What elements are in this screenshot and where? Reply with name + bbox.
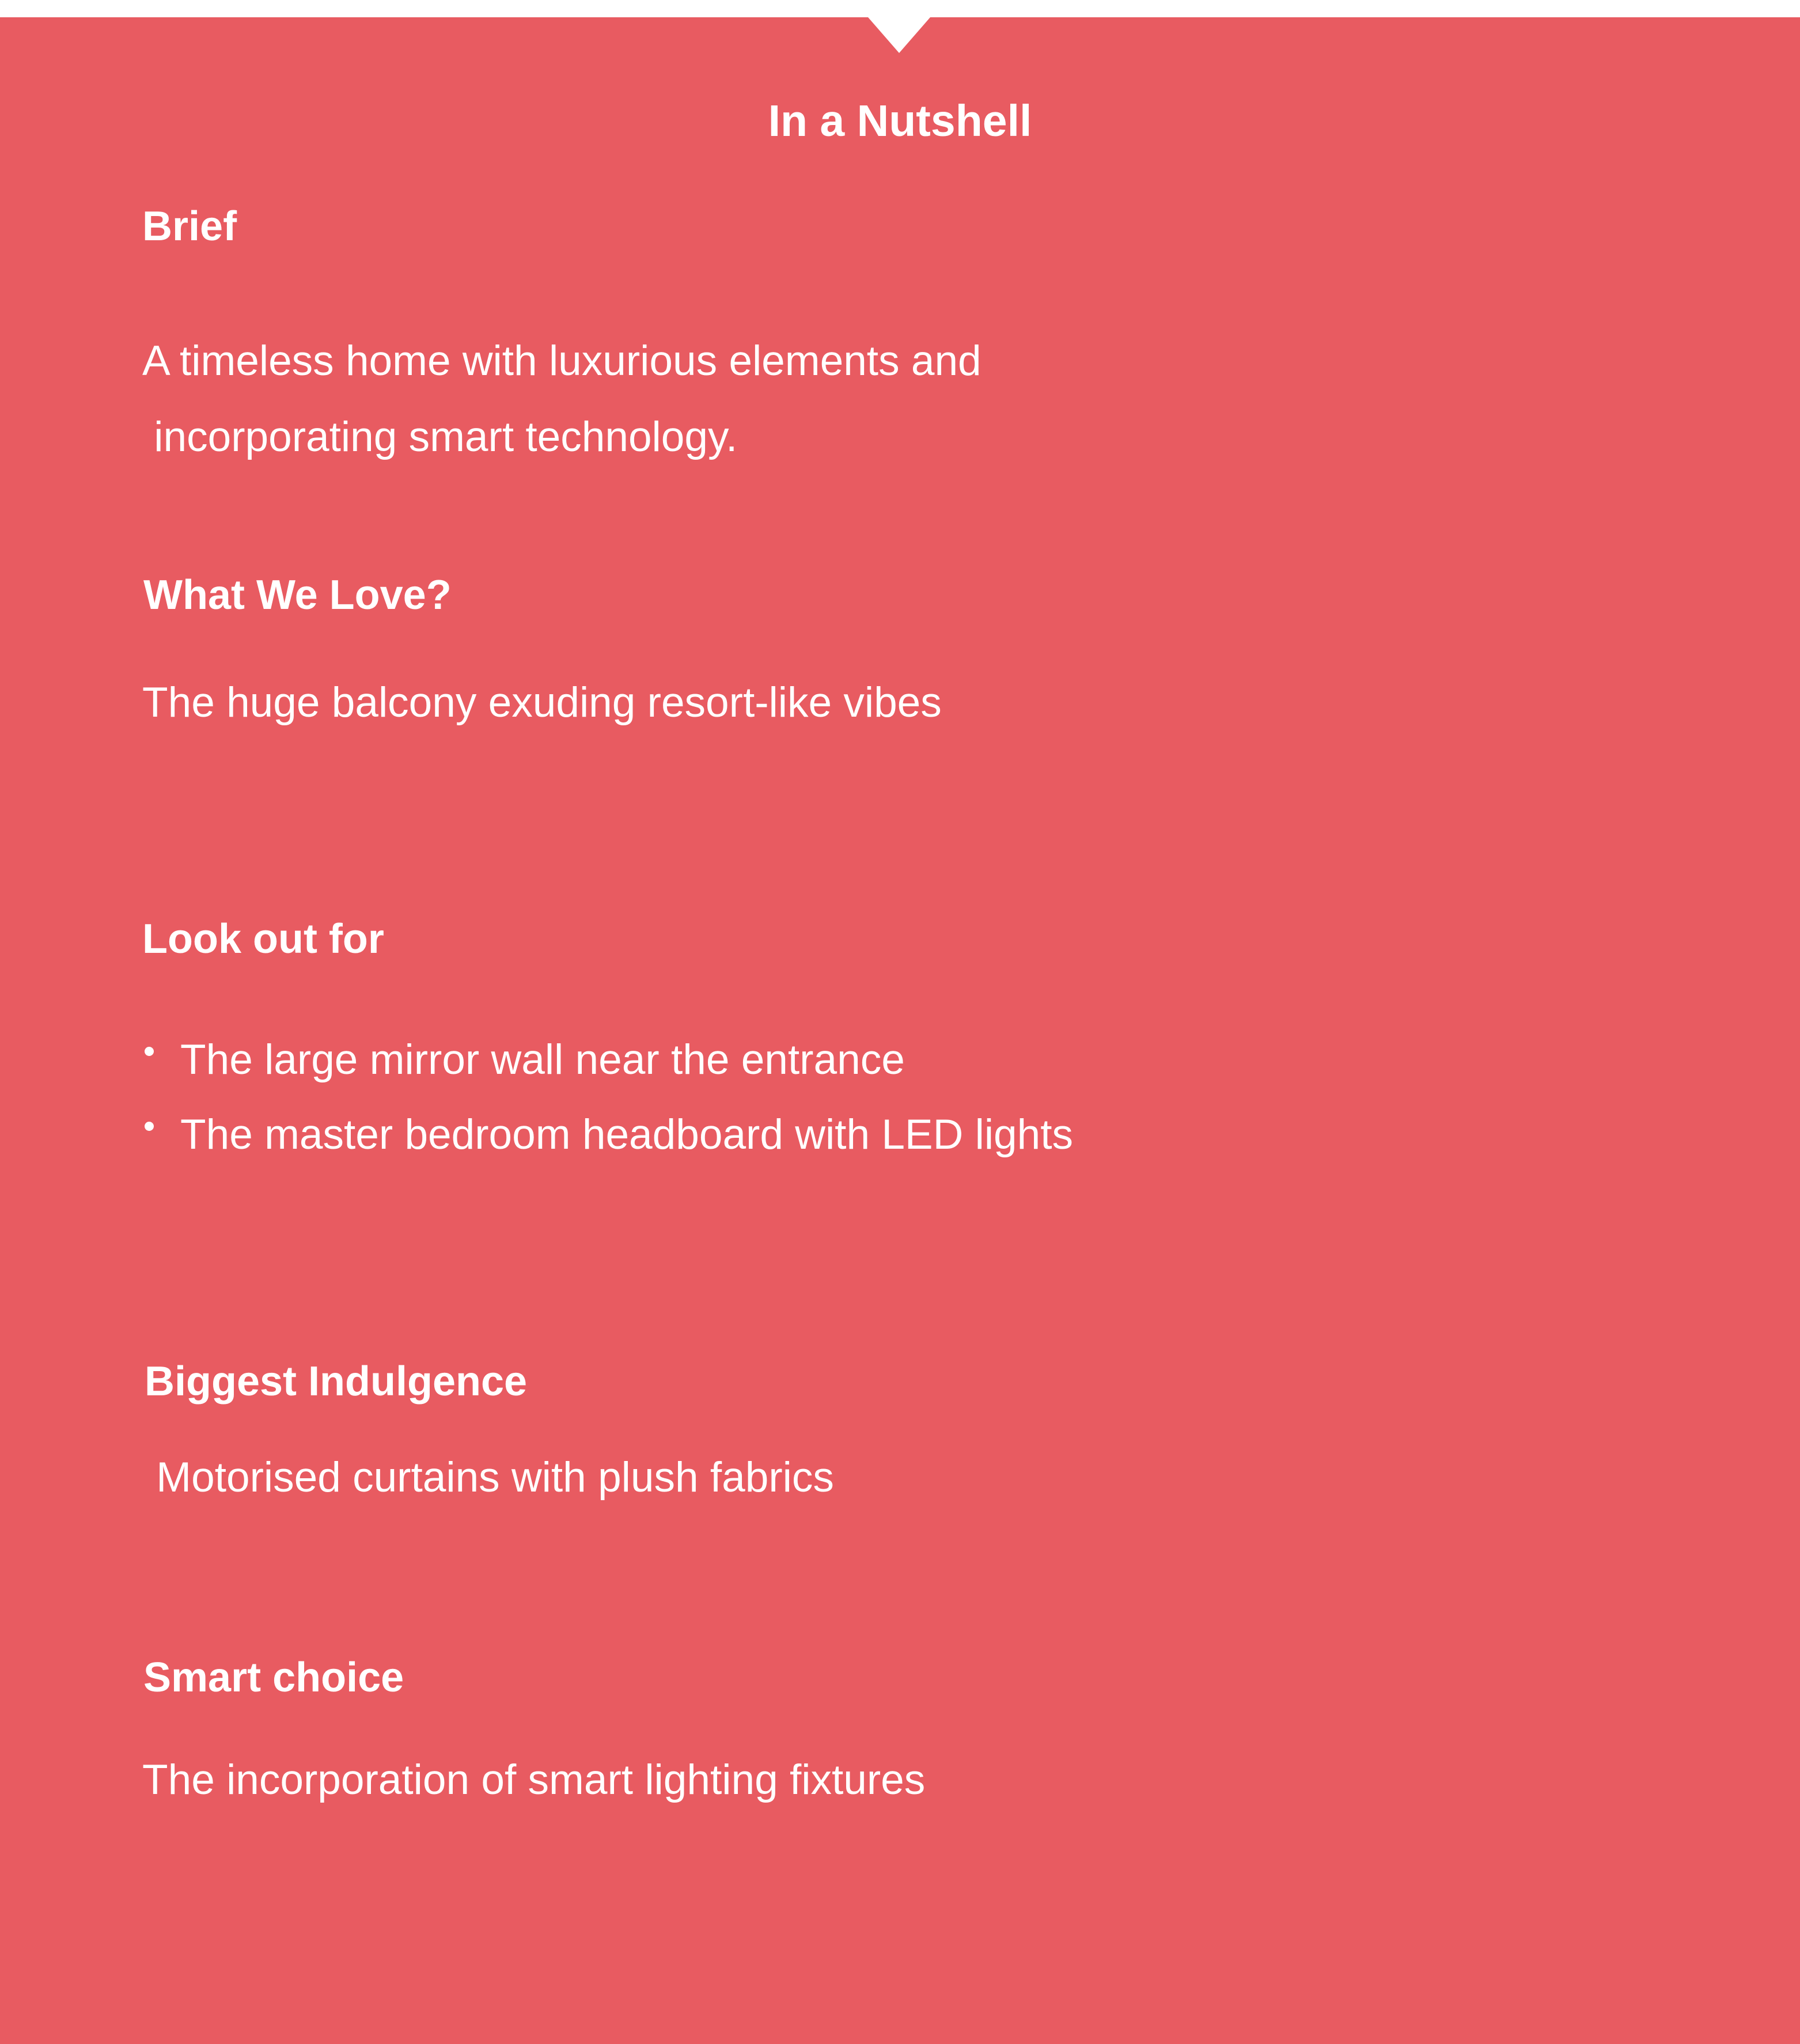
biggest-indulgence-heading: Biggest Indulgence bbox=[145, 1358, 528, 1405]
nutshell-panel bbox=[0, 17, 1800, 2044]
what-we-love-text: The huge balcony exuding resort-like vibes bbox=[142, 679, 942, 726]
brief-heading: Brief bbox=[142, 203, 237, 249]
top-white-strip bbox=[0, 0, 1800, 17]
look-out-for-list bbox=[142, 1036, 1074, 1188]
what-we-love-heading: What We Love? bbox=[143, 572, 452, 618]
brief-text-line-1: A timeless home with luxurious elements and bbox=[142, 338, 982, 384]
biggest-indulgence-text: Motorised curtains with plush fabrics bbox=[145, 1454, 834, 1501]
brief-text-line-2: incorporating smart technology. bbox=[142, 414, 738, 460]
smart-choice-heading: Smart choice bbox=[143, 1655, 404, 1701]
panel-notch bbox=[868, 17, 930, 53]
list-item-text: The master bedroom headboard with LED lights bbox=[180, 1111, 1074, 1158]
bullet-icon bbox=[145, 1122, 154, 1131]
list-item bbox=[142, 1111, 1074, 1188]
section-title: In a Nutshell bbox=[768, 96, 1032, 146]
smart-choice-text: The incorporation of smart lighting fixtures bbox=[142, 1757, 926, 1803]
bullet-icon bbox=[145, 1047, 154, 1056]
list-item bbox=[142, 1036, 1073, 1114]
look-out-for-heading: Look out for bbox=[142, 916, 384, 962]
list-item-text: The large mirror wall near the entrance bbox=[180, 1036, 905, 1083]
